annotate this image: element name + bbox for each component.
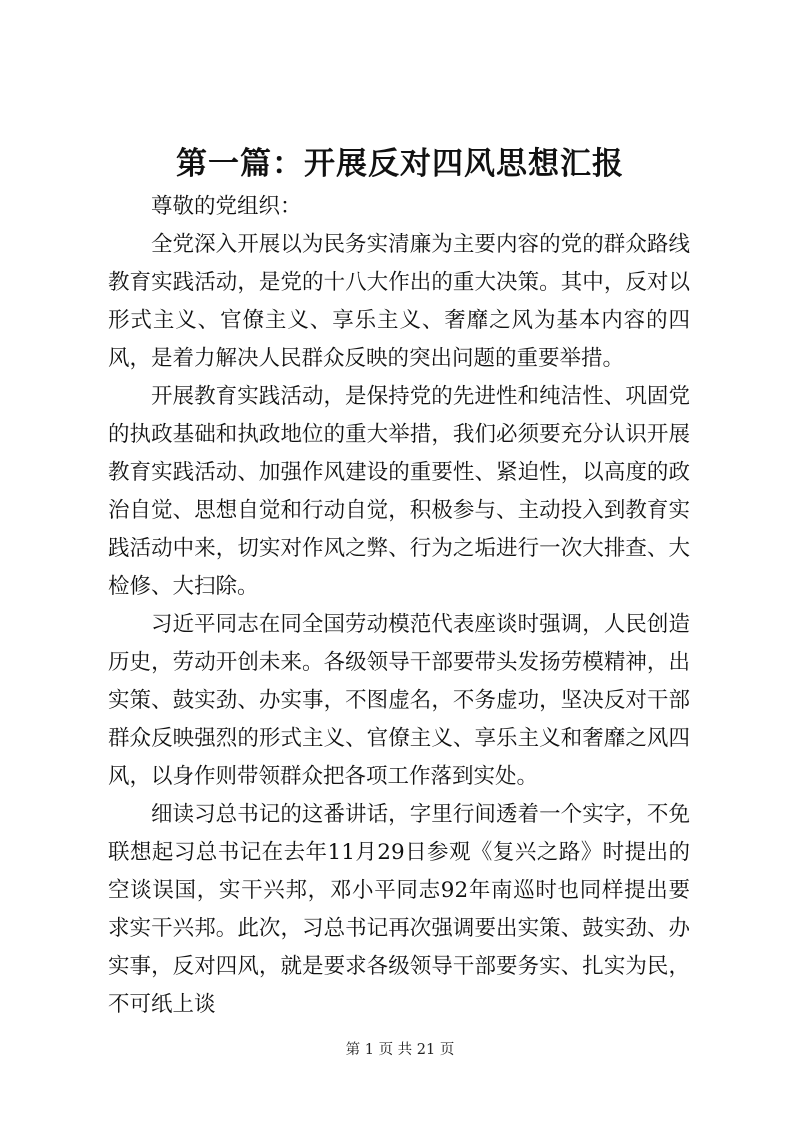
- page-number-footer: 第 1 页 共 21 页: [345, 1042, 455, 1058]
- salutation: 尊敬的党组织：: [151, 194, 302, 219]
- paragraph: 开展教育实践活动，是保持党的先进性和纯洁性、巩固党的执政基础和执政地位的重大举措，我们必须要充分认识开展教育实践活动、加强作风建设的重要性、紧迫性，以高度的政治自觉、思想自觉和行动自觉，积极参与、主动投入到教育实践活动中来，切实对作风之弊、行为之垢进行一次大排查、大检修、大扫除。: [108, 384, 690, 599]
- paragraph: 习近平同志在同全国劳动模范代表座谈时强调，人民创造历史，劳动开创未来。各级领导干部要带头发扬劳模精神，出实策、鼓实劲、办实事，不图虚名，不务虚功，坚决反对干部群众反映强烈的形式主义、官僚主义、享乐主义和奢靡之风四风，以身作则带领群众把各项工作落到实处。: [108, 612, 690, 789]
- document-title: 第一篇：开展反对四风思想汇报: [176, 146, 624, 182]
- paragraph: 全党深入开展以为民务实清廉为主要内容的党的群众路线教育实践活动，是党的十八大作出的重大决策。其中，反对以形式主义、官僚主义、享乐主义、奢靡之风为基本内容的四风，是着力解决人民群众反映的突出问题的重要举措。: [108, 232, 690, 371]
- paragraph: 细读习总书记的这番讲话，字里行间透着一个实字，不免联想起习总书记在去年11月29日参观《复兴之路》时提出的空谈误国，实干兴邦，邓小平同志92年南巡时也同样提出要求实干兴邦。此次，习总书记再次强调要出实策、鼓实劲、办实事，反对四风，就是要求各级领导干部要务实、扎实为民，不可纸上谈: [108, 802, 690, 1017]
- document-body: [108, 188, 690, 1024]
